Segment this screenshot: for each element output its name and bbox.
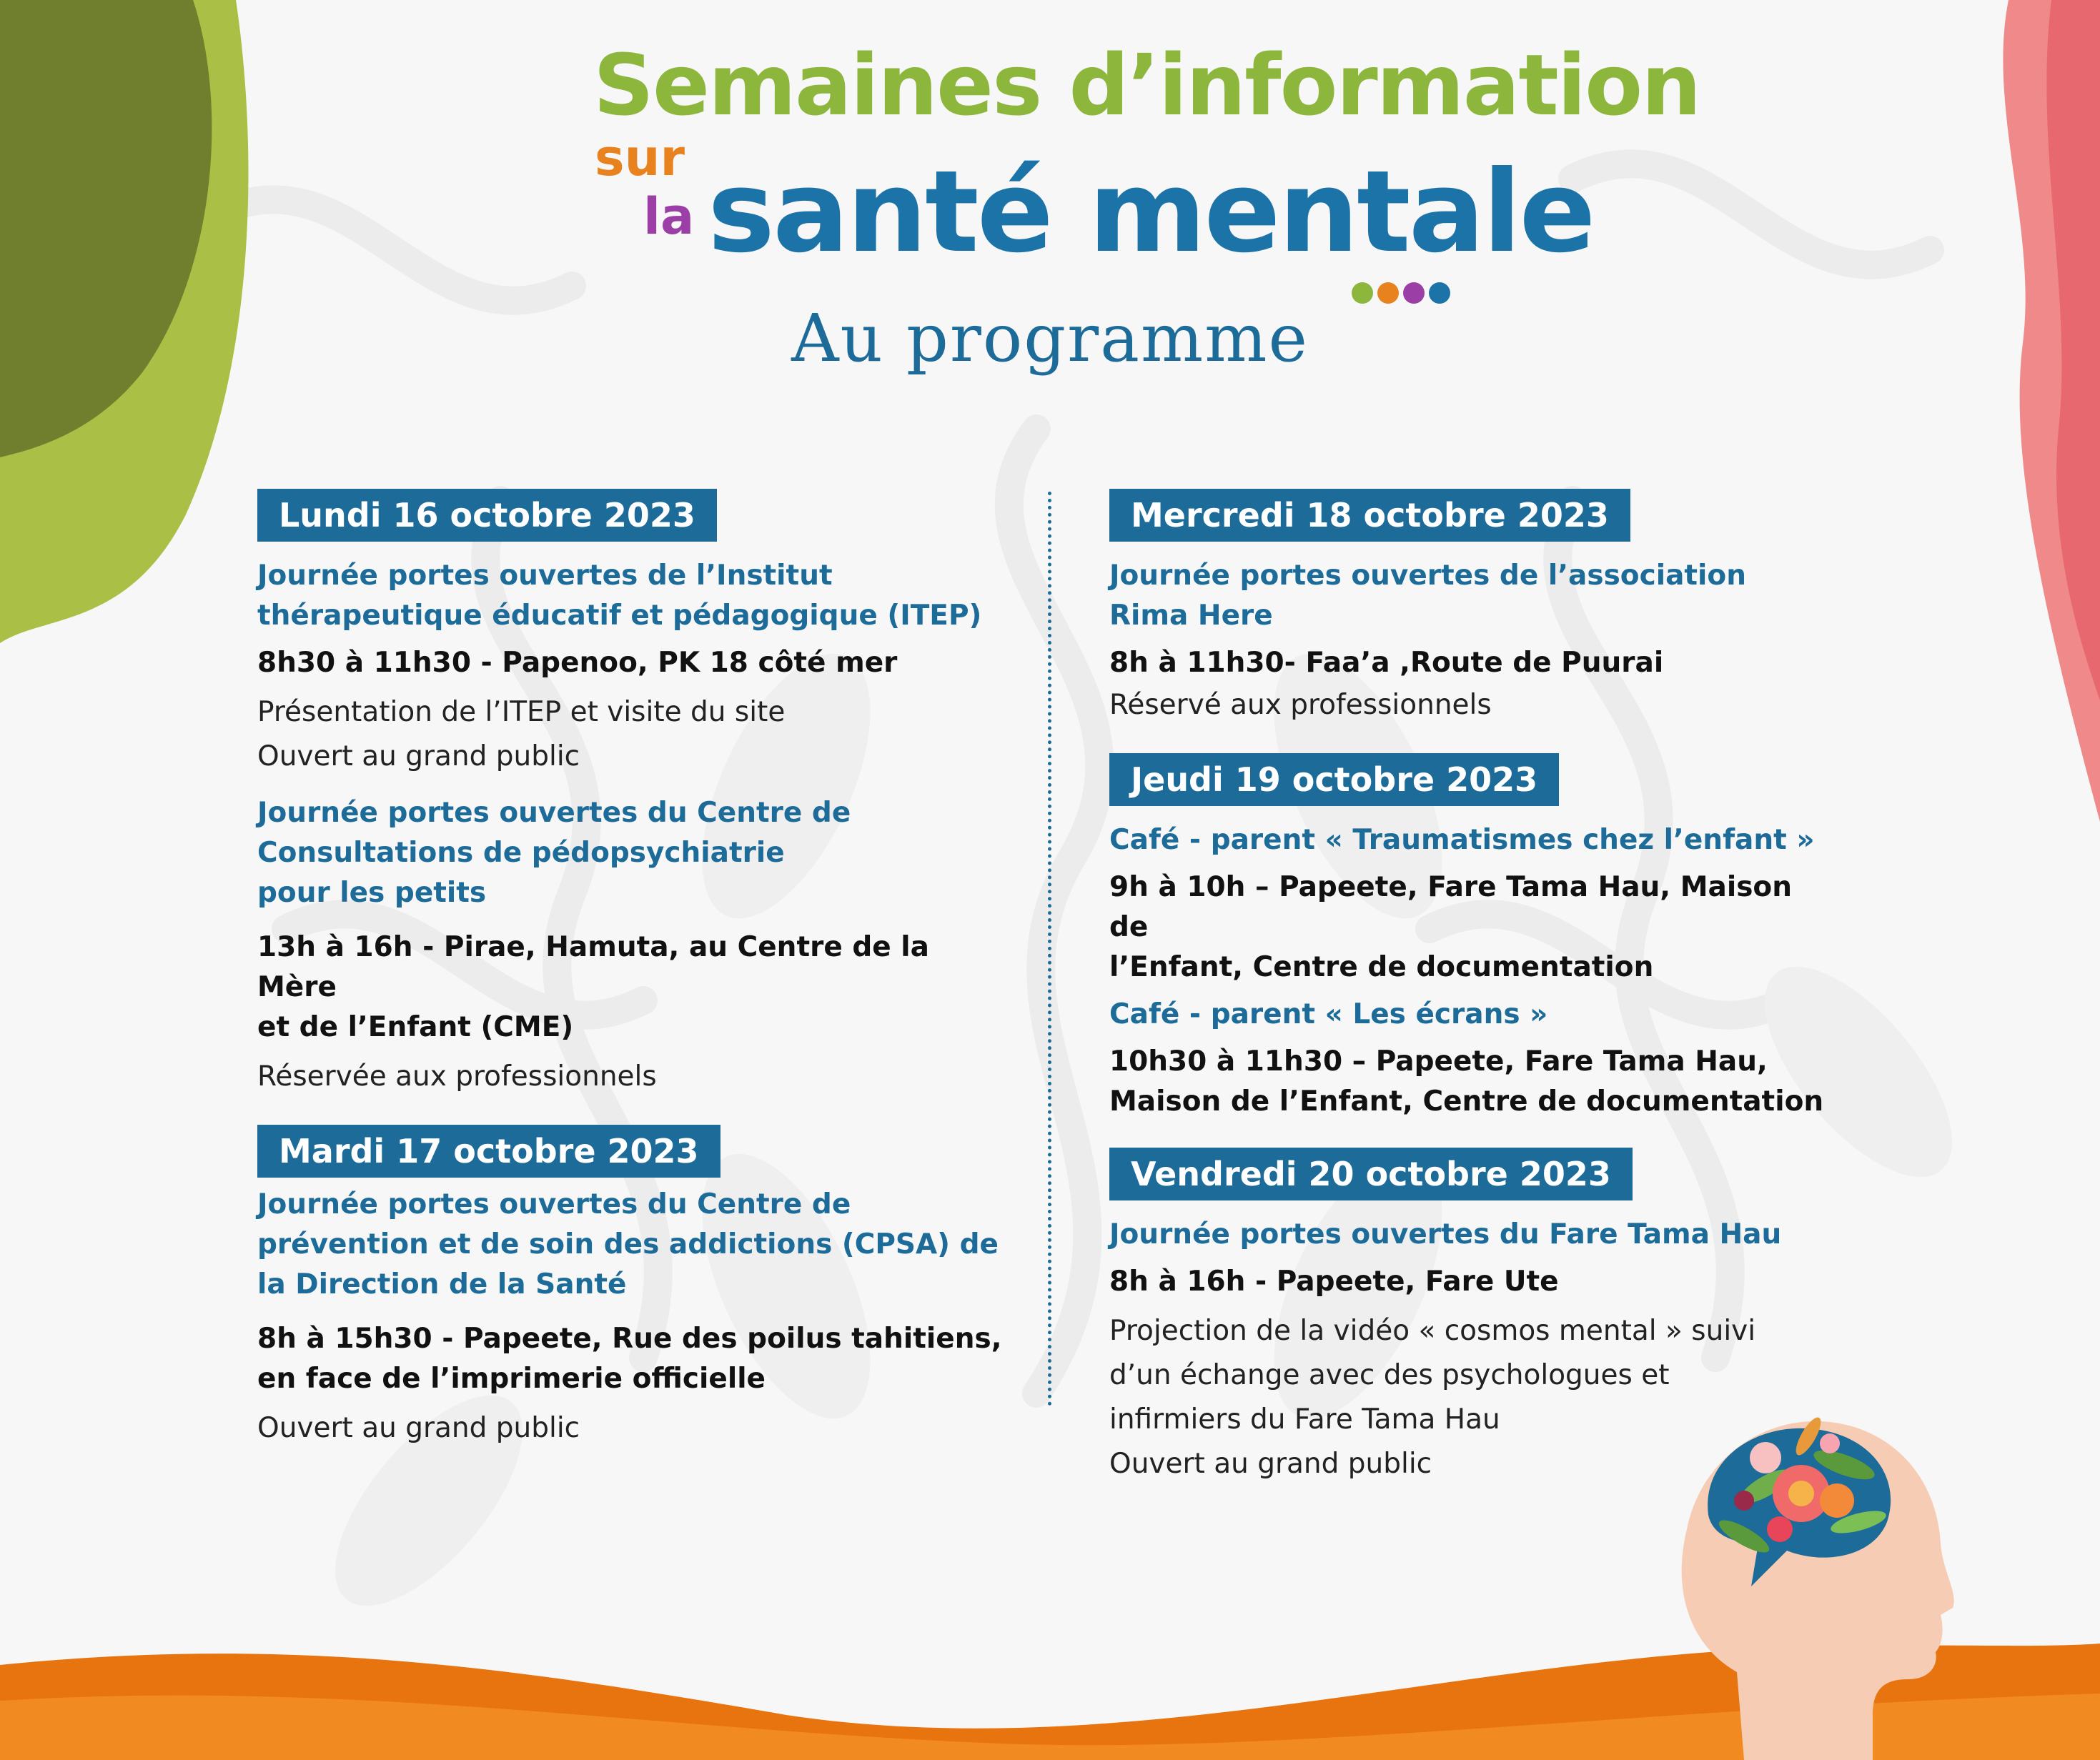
day-label-monday: Lundi 16 octobre 2023	[257, 489, 717, 542]
event-time-line: Maison de l’Enfant, Centre de documentation	[1109, 1085, 1824, 1118]
event-description-line: d’un échange avec des psychologues et	[1109, 1359, 1670, 1391]
page-subtitle: Au programme	[791, 300, 1309, 377]
column-divider	[1048, 492, 1051, 1406]
event-time-line: l’Enfant, Centre de documentation	[1109, 951, 1654, 983]
head-flowers-illustration	[1658, 1372, 1958, 1760]
event-title-line: Journée portes ouvertes du Centre de	[257, 797, 851, 829]
event-time-location: 8h30 à 11h30 - Papenoo, PK 18 côté mer	[257, 647, 898, 679]
event-audience: Ouvert au grand public	[257, 740, 580, 772]
event-audience: Ouvert au grand public	[1109, 1448, 1432, 1480]
left-column	[257, 489, 1015, 1451]
event-title-line: Consultations de pédopsychiatrie	[257, 837, 785, 869]
logo-title-line2: santé mentale	[708, 146, 1594, 278]
event-time-location: 8h à 16h - Papeete, Fare Ute	[1109, 1266, 1559, 1298]
event-description-line: infirmiers du Fare Tama Hau	[1109, 1403, 1500, 1436]
event-logo	[586, 29, 1700, 314]
event-title: Journée portes ouvertes du Centre de prévention et de soin des addictions (CPSA) de la Direction de la Santé	[257, 1188, 999, 1301]
logo-title-line1: Semaines d’information	[593, 36, 1700, 134]
day-label-thursday: Jeudi 19 octobre 2023	[1109, 753, 1559, 806]
event-title: Journée portes ouvertes du Fare Tama Hau	[1109, 1218, 1782, 1251]
logo-word-sur: sur	[595, 129, 685, 187]
event-title: Café - parent « Traumatismes chez l’enfant »	[1109, 824, 1815, 856]
event-time-line: et de l’Enfant (CME)	[257, 1011, 574, 1043]
day-label-wednesday: Mercredi 18 octobre 2023	[1109, 489, 1630, 542]
event-description: Présentation de l’ITEP et visite du site	[257, 696, 786, 728]
event-time-location	[1109, 1042, 1824, 1122]
day-label-friday: Vendredi 20 octobre 2023	[1109, 1148, 1633, 1200]
event-title	[257, 793, 1015, 913]
day-label-tuesday: Mardi 17 octobre 2023	[257, 1125, 720, 1178]
event-title: Journée portes ouvertes de l’Institut thérapeutique éducatif et pédagogique (ITEP)	[257, 560, 982, 632]
event-time-location	[257, 928, 1015, 1048]
event-audience: Réservé aux professionnels	[1109, 689, 1492, 721]
event-audience: Réservée aux professionnels	[257, 1060, 657, 1093]
event-time-line: 13h à 16h - Pirae, Hamuta, au Centre de la Mère	[257, 931, 929, 1003]
event-time-location: 8h à 11h30- Faa’a ,Route de Puurai	[1109, 647, 1664, 679]
event-time-line: en face de l’imprimerie officielle	[257, 1363, 766, 1395]
event-time-line: 8h à 15h30 - Papeete, Rue des poilus tahitiens,	[257, 1323, 1002, 1355]
event-title: Café - parent « Les écrans »	[1109, 998, 1548, 1030]
event-time-location	[1109, 867, 1824, 988]
right-column	[1109, 489, 1824, 1486]
event-title: Journée portes ouvertes de l’association Rima Here	[1109, 560, 1746, 632]
event-time-location	[257, 1319, 1015, 1399]
event-title-line: pour les petits	[257, 877, 487, 909]
event-time-line: 9h à 10h – Papeete, Fare Tama Hau, Maison de	[1109, 871, 1792, 943]
event-audience: Ouvert au grand public	[257, 1412, 580, 1444]
event-description-line: Projection de la vidéo « cosmos mental » suivi	[1109, 1315, 1756, 1347]
event-time-line: 10h30 à 11h30 – Papeete, Fare Tama Hau,	[1109, 1045, 1768, 1078]
logo-word-la: la	[643, 187, 695, 246]
